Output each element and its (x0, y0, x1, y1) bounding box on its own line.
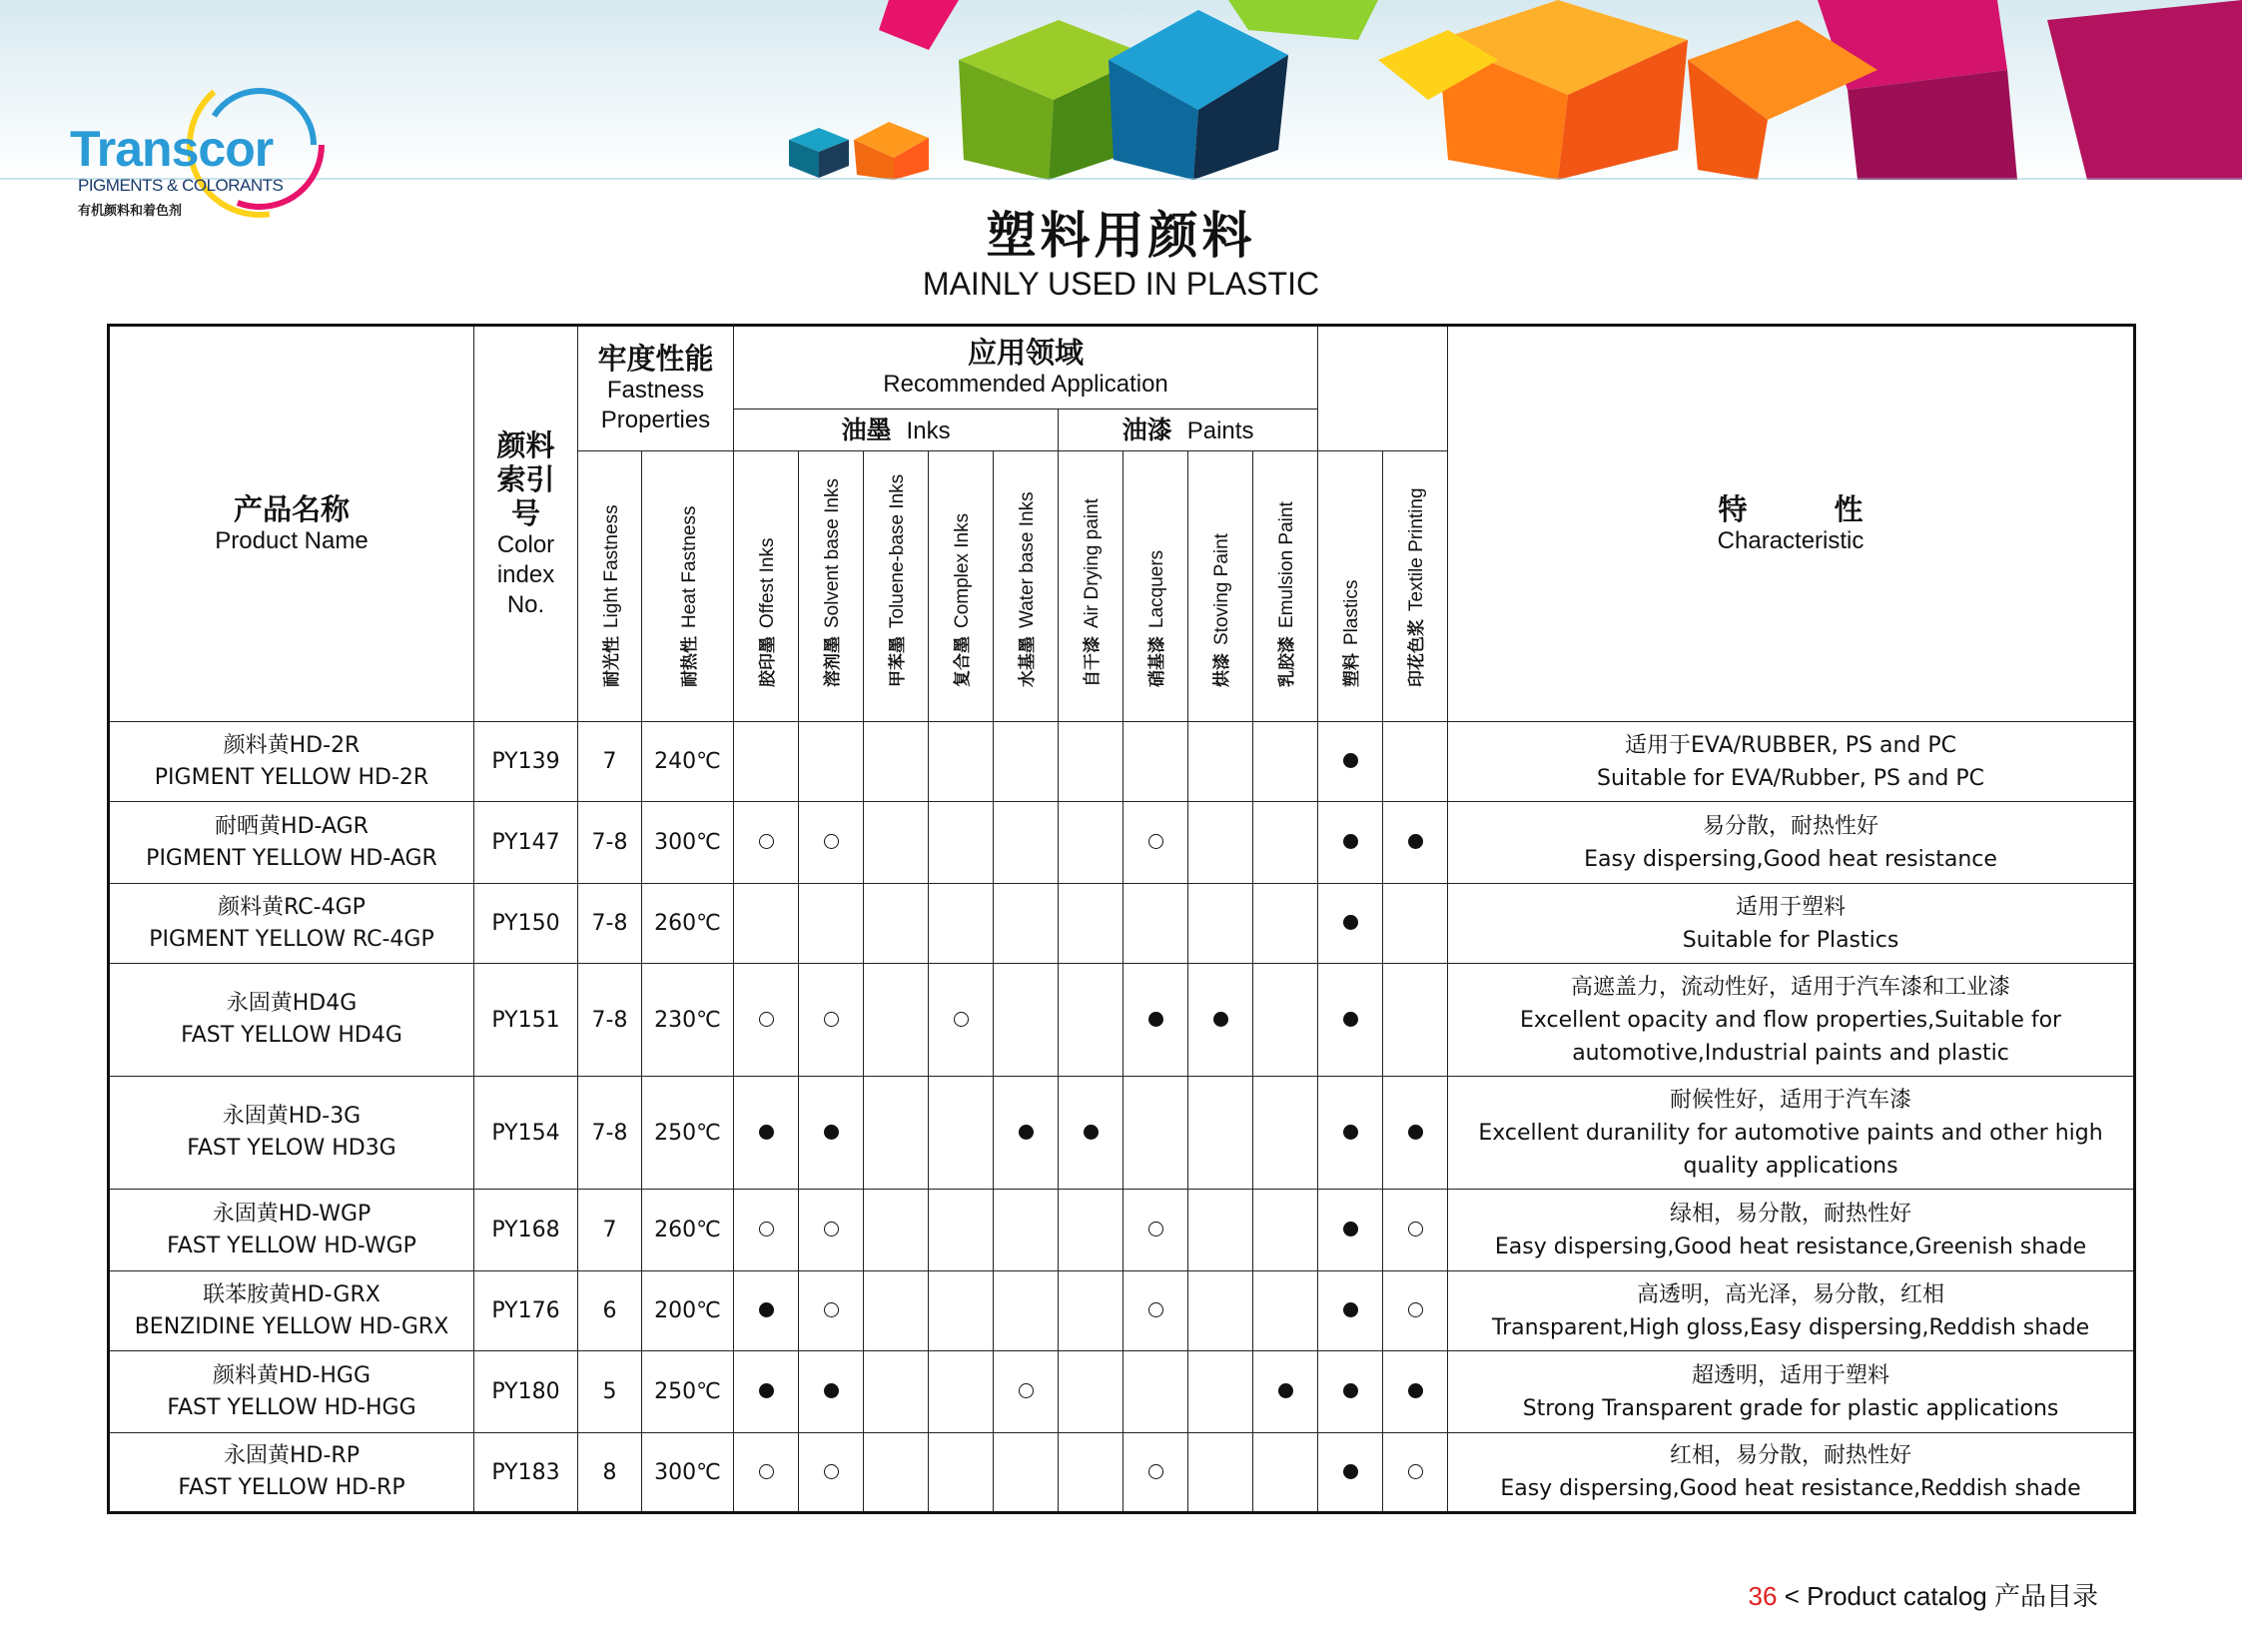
table-row (109, 1077, 2135, 1190)
application-mark-cell (1059, 964, 1123, 1077)
characteristic-cell: 易分散，耐热性好 Easy dispersing,Good heat resistance (1448, 802, 2135, 884)
application-mark-cell (929, 1271, 994, 1351)
application-mark-cell (864, 1271, 929, 1351)
application-mark-cell (864, 964, 929, 1077)
header-col-6: 水基墨Water base Inks (994, 451, 1059, 722)
application-mark-cell (1318, 884, 1383, 964)
header-col-9: 烘漆Stoving Paint (1188, 451, 1253, 722)
filled-dot-icon (1343, 1302, 1358, 1317)
characteristic-cell: 适用于EVA/RUBBER, PS and PC Suitable for EVA/Rubber, PS and PC (1448, 722, 2135, 802)
application-mark-cell (1059, 1190, 1123, 1271)
application-mark-cell (1123, 802, 1188, 884)
application-mark-cell (734, 1433, 799, 1513)
application-mark-cell (929, 1351, 994, 1433)
application-mark-cell (864, 1190, 929, 1271)
application-mark-cell (1318, 1271, 1383, 1351)
table-row (109, 1190, 2135, 1271)
open-dot-icon (1408, 1302, 1423, 1317)
application-mark-cell (1059, 1433, 1123, 1513)
footer-text: < Product catalog 产品目录 (1784, 1581, 2098, 1611)
heat-fastness-cell: 260℃ (642, 884, 734, 964)
characteristic-cell: 绿相，易分散，耐热性好 Easy dispersing,Good heat resistance,Greenish shade (1448, 1190, 2135, 1271)
application-mark-cell (734, 1351, 799, 1433)
heat-fastness-cell: 250℃ (642, 1077, 734, 1190)
filled-dot-icon (824, 1125, 839, 1140)
application-mark-cell (864, 722, 929, 802)
header-col-1: 耐热性Heat Fastness (642, 451, 734, 722)
application-mark-cell (1188, 802, 1253, 884)
light-fastness-cell: 7-8 (578, 964, 642, 1077)
application-mark-cell (799, 802, 864, 884)
table-row (109, 1271, 2135, 1351)
filled-dot-icon (759, 1383, 774, 1398)
application-mark-cell (1059, 1351, 1123, 1433)
open-dot-icon (759, 1464, 774, 1479)
application-mark-cell (1123, 964, 1188, 1077)
header-paints: 油漆 Paints (1059, 410, 1318, 451)
color-index-cell: PY151 (474, 964, 578, 1077)
open-dot-icon (824, 1012, 839, 1027)
product-name-cell: 颜料黄HD-2R PIGMENT YELLOW HD-2R (109, 722, 474, 802)
open-dot-icon (759, 834, 774, 849)
light-fastness-cell: 7 (578, 1190, 642, 1271)
page-footer (1749, 1576, 2098, 1613)
application-mark-cell (799, 1351, 864, 1433)
application-mark-cell (1318, 802, 1383, 884)
product-name-cell: 颜料黄HD-HGG FAST YELLOW HD-HGG (109, 1351, 474, 1433)
header-col-12: 印花色浆Textile Printing (1383, 451, 1448, 722)
header-inks: 油墨 Inks (734, 410, 1059, 451)
application-mark-cell (799, 884, 864, 964)
open-dot-icon (1148, 834, 1163, 849)
application-mark-cell (1253, 1433, 1318, 1513)
application-mark-cell (994, 1351, 1059, 1433)
application-mark-cell (1188, 1433, 1253, 1513)
open-dot-icon (824, 1464, 839, 1479)
application-mark-cell (864, 1077, 929, 1190)
application-mark-cell (994, 1190, 1059, 1271)
product-name-cell: 颜料黄RC-4GP PIGMENT YELLOW RC-4GP (109, 884, 474, 964)
table-row (109, 1433, 2135, 1513)
characteristic-cell: 红相，易分散，耐热性好 Easy dispersing,Good heat resistance,Reddish shade (1448, 1433, 2135, 1513)
light-fastness-cell: 7 (578, 722, 642, 802)
logo-brand-text: Transcor (70, 121, 274, 177)
application-mark-cell (1253, 1190, 1318, 1271)
application-mark-cell (1188, 964, 1253, 1077)
table-row (109, 1351, 2135, 1433)
logo-cn-text: 有机颜料和着色剂 (78, 204, 183, 219)
header-col-4: 甲苯墨Toluene-base Inks (864, 451, 929, 722)
heat-fastness-cell: 200℃ (642, 1271, 734, 1351)
application-mark-cell (1253, 802, 1318, 884)
open-dot-icon (1408, 1464, 1423, 1479)
table-row (109, 964, 2135, 1077)
application-mark-cell (1318, 1077, 1383, 1190)
application-mark-cell (734, 1271, 799, 1351)
application-mark-cell (929, 802, 994, 884)
color-index-cell: PY180 (474, 1351, 578, 1433)
header-product-name: 产品名称 Product Name (109, 326, 474, 722)
heat-fastness-cell: 250℃ (642, 1351, 734, 1433)
filled-dot-icon (1343, 753, 1358, 768)
application-mark-cell (1383, 1190, 1448, 1271)
filled-dot-icon (1148, 1012, 1163, 1027)
filled-dot-icon (1343, 834, 1358, 849)
filled-dot-icon (1019, 1125, 1034, 1140)
product-name-cell: 永固黄HD-WGP FAST YELLOW HD-WGP (109, 1190, 474, 1271)
heat-fastness-cell: 230℃ (642, 964, 734, 1077)
logo-subtitle: PIGMENTS & COLORANTS (78, 176, 284, 195)
filled-dot-icon (759, 1302, 774, 1317)
open-dot-icon (1019, 1383, 1034, 1398)
color-index-cell: PY139 (474, 722, 578, 802)
characteristic-cell: 高遮盖力，流动性好，适用于汽车漆和工业漆 Excellent opacity and flow properties,Suitable for automotive,Industrial paints and plastic (1448, 964, 2135, 1077)
light-fastness-cell: 7-8 (578, 884, 642, 964)
heat-fastness-cell: 300℃ (642, 802, 734, 884)
application-mark-cell (1383, 1077, 1448, 1190)
table-row (109, 802, 2135, 884)
filled-dot-icon (1343, 1222, 1358, 1237)
pigment-table (107, 324, 2136, 1514)
application-mark-cell (1123, 1351, 1188, 1433)
header-col-10: 乳胶漆Emulsion Paint (1253, 451, 1318, 722)
filled-dot-icon (824, 1383, 839, 1398)
application-mark-cell (799, 964, 864, 1077)
application-mark-cell (1253, 1351, 1318, 1433)
filled-dot-icon (1278, 1383, 1293, 1398)
color-index-cell: PY150 (474, 884, 578, 964)
application-mark-cell (994, 884, 1059, 964)
product-name-cell: 耐晒黄HD-AGR PIGMENT YELLOW HD-AGR (109, 802, 474, 884)
application-mark-cell (1123, 1271, 1188, 1351)
application-mark-cell (1253, 722, 1318, 802)
open-dot-icon (954, 1012, 969, 1027)
application-mark-cell (1123, 722, 1188, 802)
application-mark-cell (799, 722, 864, 802)
characteristic-cell: 适用于塑料 Suitable for Plastics (1448, 884, 2135, 964)
table-row (109, 722, 2135, 802)
application-mark-cell (1059, 884, 1123, 964)
application-mark-cell (1383, 722, 1448, 802)
application-mark-cell (929, 964, 994, 1077)
application-mark-cell (994, 802, 1059, 884)
light-fastness-cell: 8 (578, 1433, 642, 1513)
color-index-cell: PY183 (474, 1433, 578, 1513)
application-mark-cell (1059, 1077, 1123, 1190)
application-mark-cell (929, 1190, 994, 1271)
header-application: 应用领域 Recommended Application (734, 326, 1318, 410)
filled-dot-icon (1343, 1012, 1358, 1027)
header-fastness: 牢度性能 Fastness Properties (578, 326, 734, 451)
product-name-cell: 永固黄HD4G FAST YELLOW HD4G (109, 964, 474, 1077)
light-fastness-cell: 7-8 (578, 1077, 642, 1190)
application-mark-cell (1318, 722, 1383, 802)
application-mark-cell (1123, 1077, 1188, 1190)
application-mark-cell (929, 1077, 994, 1190)
application-mark-cell (1059, 722, 1123, 802)
application-mark-cell (1123, 1433, 1188, 1513)
application-mark-cell (1318, 1351, 1383, 1433)
application-mark-cell (734, 884, 799, 964)
header-col-11: 塑料Plastics (1318, 451, 1383, 722)
application-mark-cell (864, 1351, 929, 1433)
application-mark-cell (1318, 1433, 1383, 1513)
light-fastness-cell: 5 (578, 1351, 642, 1433)
header-color-index: 颜料索引号 Color index No. (474, 326, 578, 722)
characteristic-cell: 高透明，高光泽，易分散，红相 Transparent,High gloss,Easy dispersing,Reddish shade (1448, 1271, 2135, 1351)
application-mark-cell (1188, 1271, 1253, 1351)
application-mark-cell (1318, 1190, 1383, 1271)
application-mark-cell (864, 802, 929, 884)
application-mark-cell (1188, 1190, 1253, 1271)
light-fastness-cell: 6 (578, 1271, 642, 1351)
characteristic-cell: 耐候性好，适用于汽车漆 Excellent duranility for automotive paints and other high quality applications (1448, 1077, 2135, 1190)
header-col-3: 溶剂墨Solvent base Inks (799, 451, 864, 722)
light-fastness-cell: 7-8 (578, 802, 642, 884)
application-mark-cell (1253, 1271, 1318, 1351)
application-mark-cell (1253, 1077, 1318, 1190)
open-dot-icon (824, 1302, 839, 1317)
filled-dot-icon (1343, 915, 1358, 930)
filled-dot-icon (1408, 834, 1423, 849)
application-mark-cell (1123, 1190, 1188, 1271)
application-mark-cell (929, 1433, 994, 1513)
application-mark-cell (1253, 964, 1318, 1077)
color-index-cell: PY168 (474, 1190, 578, 1271)
application-mark-cell (1383, 1271, 1448, 1351)
heat-fastness-cell: 260℃ (642, 1190, 734, 1271)
open-dot-icon (824, 1222, 839, 1237)
application-mark-cell (1383, 884, 1448, 964)
application-mark-cell (1383, 1433, 1448, 1513)
filled-dot-icon (1343, 1125, 1358, 1140)
open-dot-icon (1148, 1222, 1163, 1237)
filled-dot-icon (1084, 1125, 1099, 1140)
heat-fastness-cell: 240℃ (642, 722, 734, 802)
application-mark-cell (1383, 1351, 1448, 1433)
application-mark-cell (1123, 884, 1188, 964)
product-name-cell: 联苯胺黄HD-GRX BENZIDINE YELLOW HD-GRX (109, 1271, 474, 1351)
product-name-cell: 永固黄HD-3G FAST YELOW HD3G (109, 1077, 474, 1190)
application-mark-cell (994, 722, 1059, 802)
application-mark-cell (864, 1433, 929, 1513)
application-mark-cell (799, 1271, 864, 1351)
header-col-2: 胶印墨Offest Inks (734, 451, 799, 722)
application-mark-cell (1188, 1351, 1253, 1433)
application-mark-cell (799, 1077, 864, 1190)
application-mark-cell (734, 964, 799, 1077)
filled-dot-icon (1343, 1383, 1358, 1398)
table-row (109, 884, 2135, 964)
header-characteristic: 特 性 Characteristic (1448, 326, 2135, 722)
open-dot-icon (1148, 1464, 1163, 1479)
application-mark-cell (1318, 964, 1383, 1077)
page-number: 36 (1748, 1581, 1778, 1611)
application-mark-cell (1188, 1077, 1253, 1190)
open-dot-icon (759, 1222, 774, 1237)
heat-fastness-cell: 300℃ (642, 1433, 734, 1513)
application-mark-cell (734, 802, 799, 884)
application-mark-cell (799, 1190, 864, 1271)
color-index-cell: PY154 (474, 1077, 578, 1190)
application-mark-cell (929, 884, 994, 964)
application-mark-cell (994, 964, 1059, 1077)
application-mark-cell (734, 722, 799, 802)
characteristic-cell: 超透明，适用于塑料 Strong Transparent grade for plastic applications (1448, 1351, 2135, 1433)
application-mark-cell (799, 1433, 864, 1513)
filled-dot-icon (1213, 1012, 1228, 1027)
application-mark-cell (1253, 884, 1318, 964)
filled-dot-icon (1408, 1125, 1423, 1140)
application-mark-cell (1059, 1271, 1123, 1351)
header-col-8: 硝基漆Lacquers (1123, 451, 1188, 722)
filled-dot-icon (1343, 1464, 1358, 1479)
color-index-cell: PY176 (474, 1271, 578, 1351)
open-dot-icon (824, 834, 839, 849)
open-dot-icon (759, 1012, 774, 1027)
filled-dot-icon (759, 1125, 774, 1140)
header-col-0: 耐光性Light Fastness (578, 451, 642, 722)
header-col-5: 复合墨Complex Inks (929, 451, 994, 722)
product-name-cell: 永固黄HD-RP FAST YELLOW HD-RP (109, 1433, 474, 1513)
application-mark-cell (929, 722, 994, 802)
application-mark-cell (734, 1077, 799, 1190)
application-mark-cell (994, 1433, 1059, 1513)
open-dot-icon (1148, 1302, 1163, 1317)
application-mark-cell (1059, 802, 1123, 884)
application-mark-cell (864, 884, 929, 964)
page-title-cn: 塑料用颜料 (986, 206, 1256, 265)
application-mark-cell (1383, 802, 1448, 884)
application-mark-cell (1383, 964, 1448, 1077)
open-dot-icon (1408, 1222, 1423, 1237)
application-mark-cell (994, 1271, 1059, 1351)
color-index-cell: PY147 (474, 802, 578, 884)
page-title-en: MAINLY USED IN PLASTIC (922, 266, 1320, 302)
header-col-7: 自干漆Air Drying paint (1059, 451, 1123, 722)
application-mark-cell (734, 1190, 799, 1271)
application-mark-cell (994, 1077, 1059, 1190)
filled-dot-icon (1408, 1383, 1423, 1398)
application-mark-cell (1188, 722, 1253, 802)
application-mark-cell (1188, 884, 1253, 964)
